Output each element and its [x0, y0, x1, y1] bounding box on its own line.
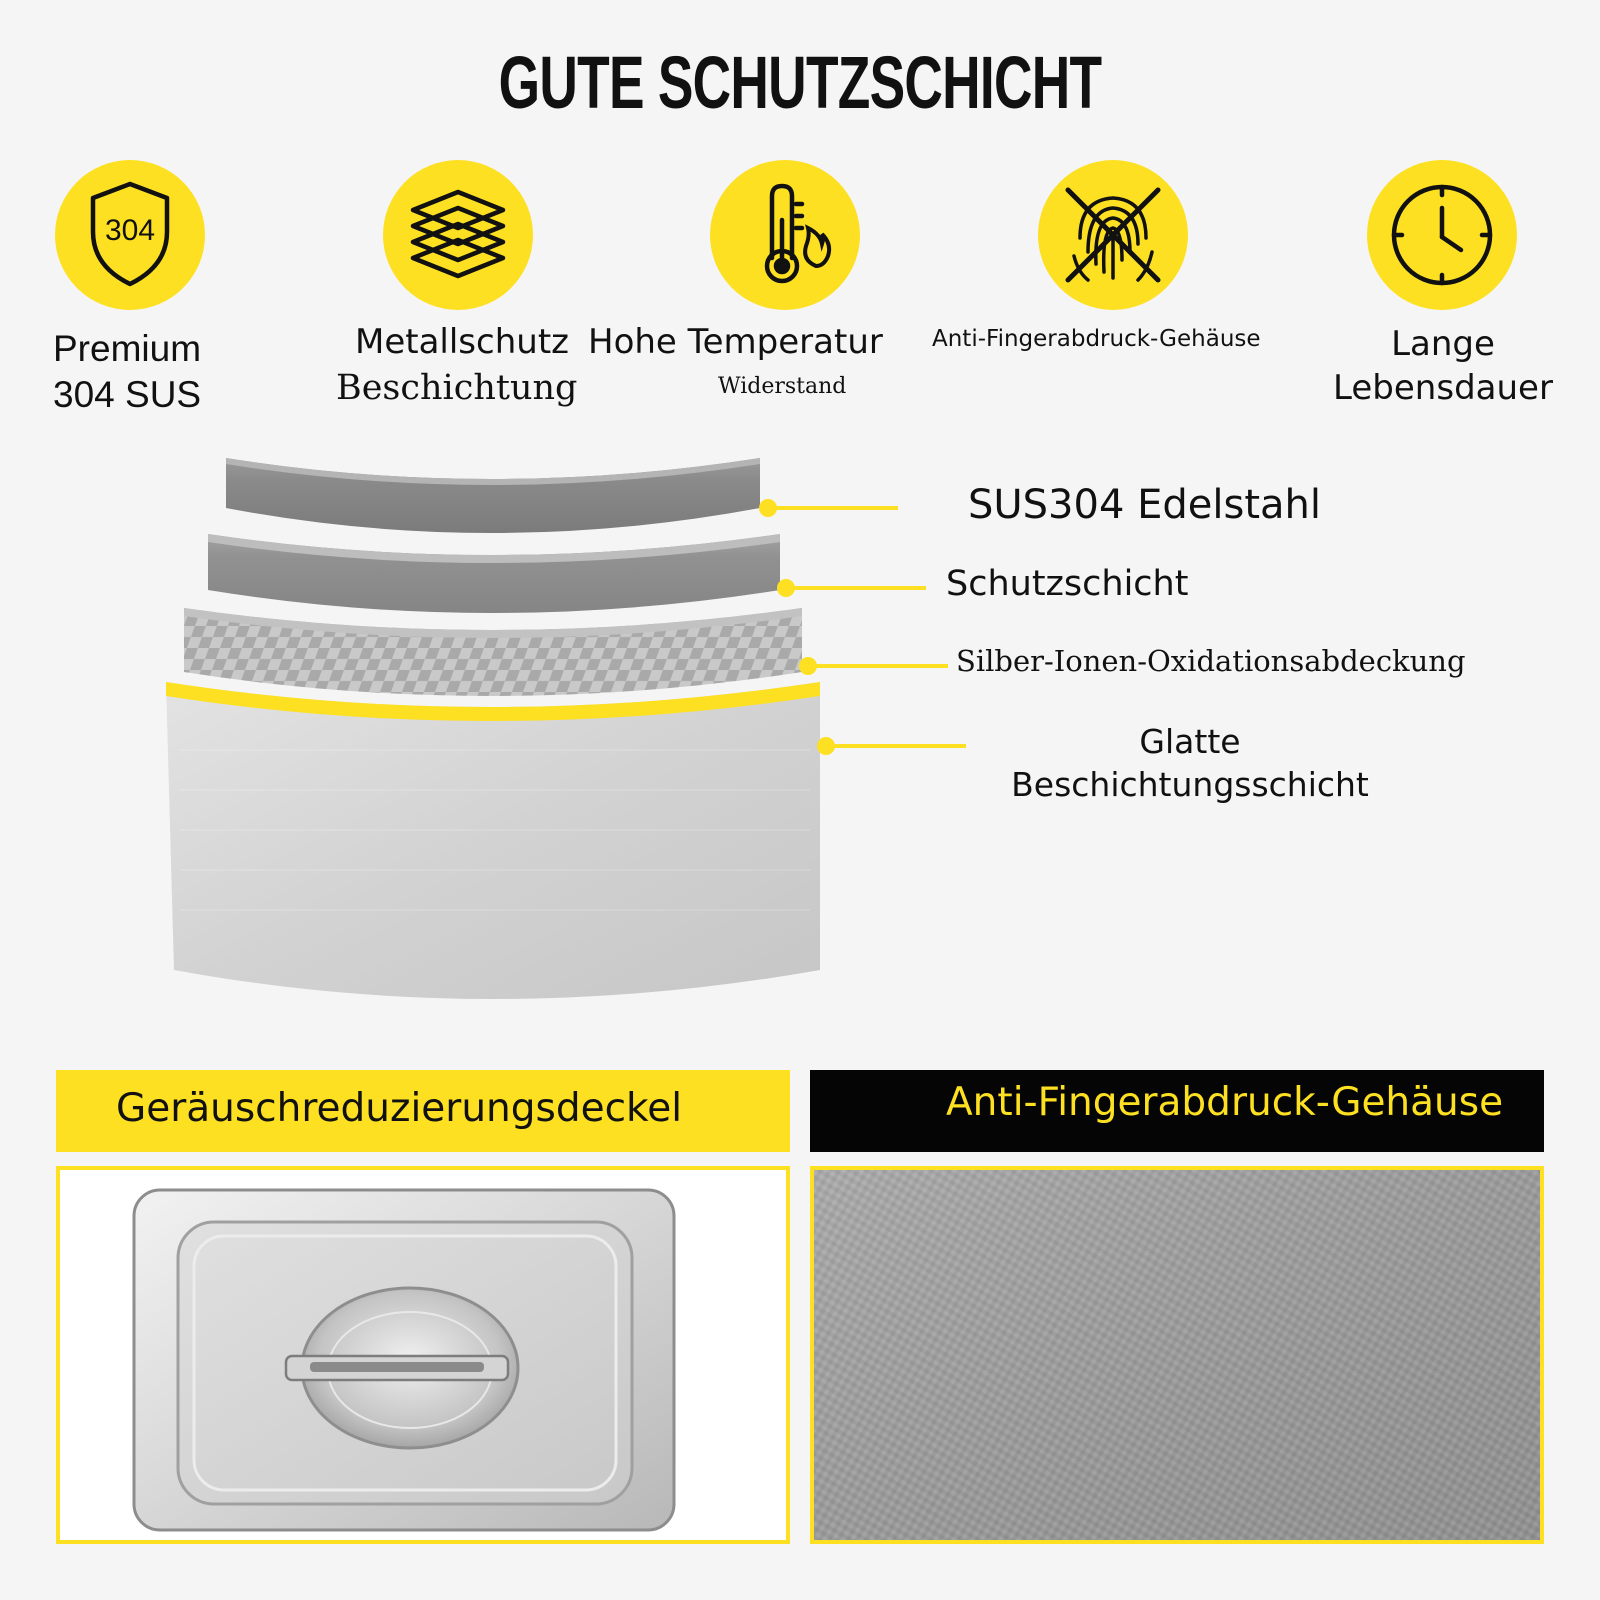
callout-line-sus304	[768, 506, 898, 510]
thermometer-flame-icon	[710, 160, 860, 310]
callout-dot-silber-ionen	[799, 657, 817, 675]
layer-label-glatte: Glatte Beschichtungsschicht	[1011, 722, 1369, 804]
feature-label-premium: Premium 304 SUS	[53, 328, 202, 415]
layer-label-silber-ionen: Silber-Ionen-Oxidationsabdeckung	[956, 644, 1466, 678]
callout-line-schutzschicht	[786, 586, 926, 590]
callout-line-silber-ionen	[808, 664, 948, 668]
shield-304-icon	[55, 160, 205, 310]
feature-label-widerstand: Widerstand	[718, 374, 847, 399]
layers-icon	[383, 160, 533, 310]
clock-icon	[1367, 160, 1517, 310]
banner-anti-fingerabdruck-text: Anti-Fingerabdruck-Gehäuse	[946, 1080, 1504, 1125]
callout-dot-sus304	[759, 499, 777, 517]
layer-diagram	[160, 450, 860, 1030]
callout-line-glatte	[826, 744, 966, 748]
banner-geraeuschreduzierung	[56, 1070, 790, 1152]
page-title: GUTE SCHUTZSCHICHT	[498, 41, 1102, 124]
banner-anti-fingerabdruck	[810, 1070, 1544, 1152]
lid-image-panel	[56, 1166, 790, 1544]
layer-glatte-beschichtung	[166, 682, 820, 999]
callout-dot-schutzschicht	[777, 579, 795, 597]
layer-label-schutzschicht: Schutzschicht	[946, 564, 1189, 604]
feature-label-lebensdauer: Lange Lebensdauer	[1333, 324, 1553, 408]
feature-label-anti-fingerabdruck: Anti-Fingerabdruck-Gehäuse	[932, 326, 1261, 352]
shield-badge-text: 304	[104, 214, 156, 247]
no-fingerprint-icon	[1038, 160, 1188, 310]
feature-label-beschichtung: Beschichtung	[336, 368, 578, 408]
texture-image-panel	[810, 1166, 1544, 1544]
feature-label-hohe-temperatur: Hohe Temperatur	[588, 322, 883, 362]
callout-dot-glatte	[817, 737, 835, 755]
texture-image	[814, 1170, 1540, 1540]
lid-image	[60, 1170, 786, 1540]
layer-label-sus304: SUS304 Edelstahl	[968, 482, 1322, 528]
feature-label-metallschutz: Metallschutz	[355, 322, 569, 362]
banner-geraeuschreduzierung-text: Geräuschreduzierungsdeckel	[116, 1086, 683, 1131]
